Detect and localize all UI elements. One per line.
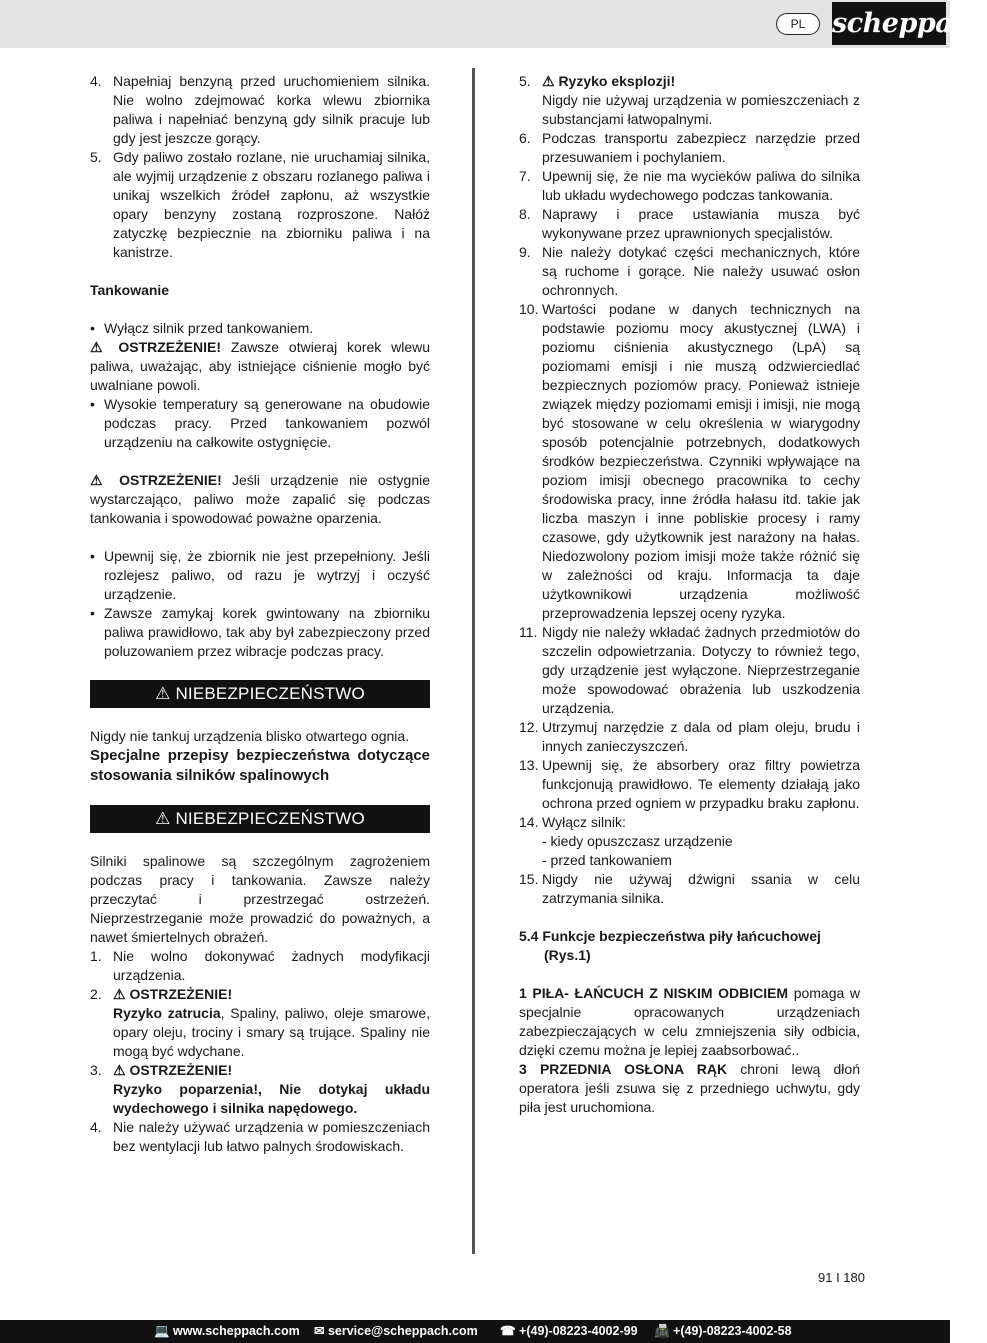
danger-banner: ⚠ NIEBEZPIECZEŃSTWO xyxy=(90,680,430,708)
list-item: • Zawsze zamykaj korek gwintowany na zbiorniku paliwa prawidłowo, tak aby był zabezpieczony przed poluzowaniem przez wibracje podczas pracy. xyxy=(90,605,430,659)
list-item: 2. ⚠ OSTRZEŻENIE! Ryzyko zatrucia, Spaliny, paliwo, oleje smarowe, opary oleju, trociny i smary są trujące. Spaliny nie mogą być wdychane. xyxy=(90,986,431,1059)
warning-label: ⚠ OSTRZEŻENIE! xyxy=(90,339,222,355)
email-link[interactable]: ✉ service@scheppach.com xyxy=(314,1324,478,1338)
list-item: 7. Upewnij się, że nie ma wycieków paliwa do silnika lub układu wydechowego podczas tankowania. xyxy=(519,168,860,203)
warning-label: ⚠ OSTRZEŻENIE! xyxy=(90,472,222,488)
section-heading: Tankowanie xyxy=(90,282,170,298)
section-heading: 5.4 Funkcje bezpieczeństwa piły łańcuchowej xyxy=(519,928,821,944)
left-column xyxy=(90,72,430,1156)
list-item: 11. Nigdy nie należy wkładać żadnych przedmiotów do szczelin odpowietrzania. Dotyczy to również tego, gdy urządzenie jest wyłączone. Nieprzestrzeganie może spowodować obrażenia lub uszkodzenia urządzenia. xyxy=(519,624,860,716)
list-item: • Wysokie temperatury są generowane na obudowie podczas pracy. Przed tankowaniem pozwól urządzeniu na całkowite ostygnięcie. xyxy=(90,396,430,450)
section-heading: Specjalne przepisy bezpieczeństwa dotyczące stosowania silników spalinowych xyxy=(90,747,430,784)
list-item: 3. ⚠ OSTRZEŻENIE! Ryzyko poparzenia!, Nie dotykaj układu wydechowego i silnika napędowego. xyxy=(90,1062,430,1116)
website-link[interactable]: 💻 www.scheppach.com xyxy=(154,1324,300,1338)
list-item: 5. ⚠ Ryzyko eksplozji! Nigdy nie używaj urządzenia w pomieszczeniach z substancjami łatwopalnymi. xyxy=(519,73,860,127)
phone-number: ☎ +(49)-08223-4002-99 xyxy=(500,1324,638,1338)
list-item: 12. Utrzymuj narzędzie z dala od plam oleju, brudu i innych zanieczyszczeń. xyxy=(519,719,860,754)
list-item: 6. Podczas transportu zabezpiecz narzędzie przed przesuwaniem i pochylaniem. xyxy=(519,130,860,165)
fax-number: 📠 +(49)-08223-4002-58 xyxy=(654,1324,792,1338)
list-item: 13. Upewnij się, że absorbery oraz filtry powietrza funkcjonują prawidłowo. Te elementy działają jako ochrona przed ogniem w przypadku braku zapłonu. xyxy=(519,757,860,811)
list-item: 14. Wyłącz silnik: - kiedy opuszczasz urządzenie - przed tankowaniem xyxy=(519,814,733,868)
list-item: 9. Nie należy dotykać części mechanicznych, które są ruchome i gorące. Nie należy usuwać osłon ochronnych. xyxy=(519,244,860,298)
danger-banner: ⚠ NIEBEZPIECZEŃSTWO xyxy=(90,805,430,833)
brand-logo: scheppach xyxy=(832,2,946,45)
header-bar xyxy=(0,0,987,48)
list-item: 4. Napełniaj benzyną przed uruchomieniem silnika. Nie wolno zdejmować korka wlewu zbiornika paliwa i napełniać benzyną gdy silnik pracuje lub gdy jest jeszcze gorący. xyxy=(90,73,430,146)
body-paragraph: 1 PIŁA- ŁAŃCUCH Z NISKIM ODBICIEM pomaga w specjalnie opracowanych urządzeniach zabezpieczających w celu zmniejszenia siły odbicia, dzięki czemu można je lepiej zaabsorbować.. xyxy=(519,985,860,1058)
warning-label: ⚠ OSTRZEŻENIE! xyxy=(113,1062,233,1078)
body-paragraph: Silniki spalinowe są szczególnym zagrożeniem podczas pracy i tankowania. Zawsze należy przeczytać i przestrzegać ostrzeżeń. Nieprzestrzeganie może prowadzić do poważnych, a nawet śmiertelnych obrażeń. xyxy=(90,853,430,945)
list-item: 8. Naprawy i prace ustawiania musza być wykonywane przez uprawnionych specjalistów. xyxy=(519,206,860,241)
body-paragraph: 3 PRZEDNIA OSŁONA RĄK chroni lewą dłoń operatora jeśli zsuwa się z przedniego uchwytu, gdy piła jest uruchomiona. xyxy=(519,1061,860,1115)
page-number: 91 I 180 xyxy=(818,1270,865,1285)
language-badge: PL xyxy=(776,13,820,35)
list-item: 15. Nigdy nie używaj dźwigni ssania w celu zatrzymania silnika. xyxy=(519,871,860,906)
warning-label: ⚠ OSTRZEŻENIE! xyxy=(113,986,233,1002)
warning-label: ⚠ Ryzyko eksplozji! xyxy=(542,73,676,89)
list-item: • Upewnij się, że zbiornik nie jest przepełniony. Jeśli rozlejesz paliwo, od razu je wytrzyj i oczyść urządzenie. xyxy=(90,548,430,602)
list-item: 1. Nie wolno dokonywać żadnych modyfikacji urządzenia. xyxy=(90,948,430,983)
column-divider xyxy=(472,68,475,1254)
danger-text: Nigdy nie tankuj urządzenia blisko otwartego ognia. xyxy=(90,728,410,744)
list-item: 4. Nie należy używać urządzenia w pomieszczeniach bez wentylacji lub łatwo palnych środowiskach. xyxy=(90,1119,430,1154)
list-item: 5. Gdy paliwo zostało rozlane, nie uruchamiaj silnika, ale wyjmij urządzenie z obszaru rozlanego paliwa i unikaj wszelkich źródeł zapłonu, aż wszystkie opary benzyny zostaną rozproszone. Nałóż zatyczkę bezpiecznie na zbiorniku paliwa i na kanistrze. xyxy=(90,149,430,260)
right-column xyxy=(519,72,860,1117)
list-item: • Wyłącz silnik przed tankowaniem. xyxy=(90,320,314,336)
list-item: 10. Wartości podane w danych technicznych na podstawie poziomu mocy akustycznej (LWA) i poziomu ciśnienia akustycznego (LpA) są poziomami emisji i nie muszą odzwierciedlać bezpiecznych poziomów pracy. Ponieważ istnieje związek między poziomami emisji i imisji, nie mogą być stosowane w celu określenia w wiarygodny sposób potencjalnie potrzebnych, dodatkowych środków bezpieczeństwa. Czynniki wpływające na poziom imisji obecnego pracownika to cechy środowiska pracy, inne źródła hałasu itd. takie jak liczba maszyn i inne pobliskie procesy i ramy czasowe, gdy użytkownik jest narażony na hałas. Niedozwolony poziom imisji może także różnić się w zależności od kraju. Informacja ta daje użytkownikowi urządzenia możliwość przeprowadzenia lepszej oceny ryzyka. xyxy=(519,301,860,621)
warning-paragraph: ⚠ OSTRZEŻENIE! Zawsze otwieraj korek wlewu paliwa, uważając, aby istniejące ciśnienie mogło być uwalniane powoli. xyxy=(90,339,430,393)
footer-bar xyxy=(0,1320,950,1343)
warning-paragraph: ⚠ OSTRZEŻENIE! Jeśli urządzenie nie ostygnie wystarczająco, paliwo może zapalić się podczas tankowania i spowodować poważne oparzenia. xyxy=(90,472,430,526)
section-subheading: (Rys.1) xyxy=(544,947,591,963)
